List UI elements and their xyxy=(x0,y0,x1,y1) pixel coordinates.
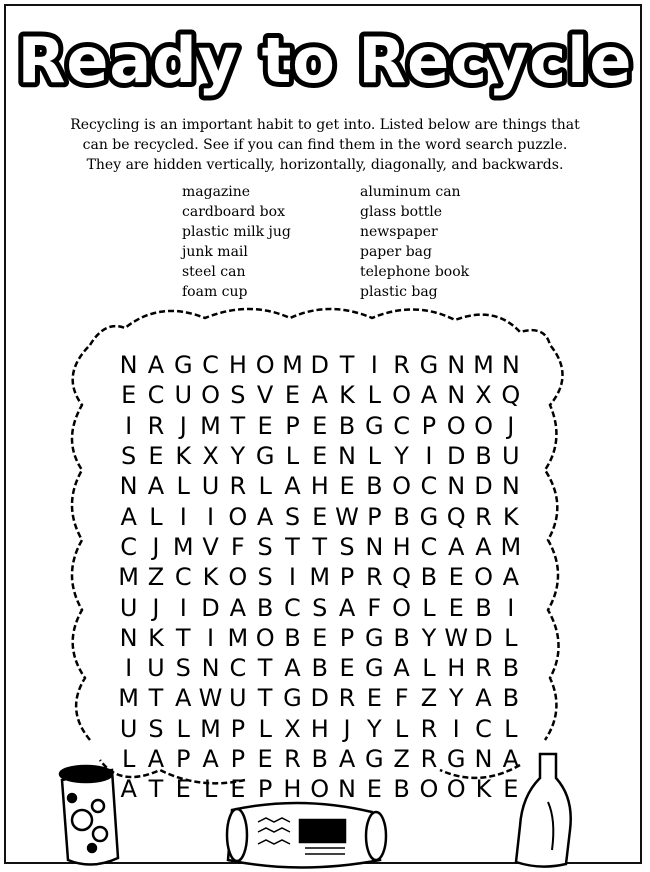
grid-letter: S xyxy=(175,654,191,683)
grid-letter: T xyxy=(339,351,355,380)
grid-letter: L xyxy=(285,442,300,471)
grid-letter: I xyxy=(507,593,515,622)
grid-row xyxy=(115,562,535,592)
grid-letter: L xyxy=(367,381,381,410)
grid-letter: R xyxy=(338,684,356,713)
grid-letter: O xyxy=(310,775,330,804)
grid-row xyxy=(115,471,535,501)
grid-letter: L xyxy=(258,714,272,743)
grid-letter: E xyxy=(339,472,355,501)
grid-letter: C xyxy=(174,563,192,592)
grid-letter: F xyxy=(230,532,245,561)
grid-letter: A xyxy=(475,684,492,713)
grid-letter: O xyxy=(474,563,493,592)
grid-letter: F xyxy=(367,593,382,622)
grid-letter: H xyxy=(283,775,302,804)
grid-letter: O xyxy=(255,623,275,652)
word-item: newspaper xyxy=(360,224,438,240)
grid-letter: Y xyxy=(421,623,437,652)
grid-letter: M xyxy=(172,532,194,561)
grid-letter: E xyxy=(366,775,382,804)
grid-letter: P xyxy=(339,563,355,592)
grid-letter: X xyxy=(202,442,219,471)
grid-letter: Y xyxy=(394,442,409,471)
grid-letter: Q xyxy=(446,502,466,531)
grid-letter: M xyxy=(200,411,221,440)
grid-letter: I xyxy=(179,593,187,622)
grid-letter: N xyxy=(119,351,138,380)
word-item: cardboard box xyxy=(182,204,285,220)
grid-letter: H xyxy=(310,714,329,743)
grid-letter: X xyxy=(475,381,492,410)
grid-letter: K xyxy=(202,563,219,592)
grid-letter: P xyxy=(176,745,191,773)
grid-letter: T xyxy=(312,532,328,561)
grid-letter: K xyxy=(502,502,519,531)
grid-letter: C xyxy=(284,593,301,622)
grid-letter: N xyxy=(501,351,520,380)
grid-letter: D xyxy=(446,442,466,471)
grid-letter: H xyxy=(392,532,411,561)
grid-letter: E xyxy=(339,654,355,683)
grid-letter: L xyxy=(149,502,163,531)
grid-letter: D xyxy=(310,351,329,380)
grid-letter: Q xyxy=(501,381,521,410)
grid-row xyxy=(115,441,535,471)
grid-letter: A xyxy=(338,745,356,773)
grid-letter: B xyxy=(311,654,328,683)
grid-letter: G xyxy=(365,654,384,683)
grid-letter: L xyxy=(121,745,136,773)
grid-letter: J xyxy=(343,714,351,743)
grid-letter: U xyxy=(147,654,165,683)
grid-letter: G xyxy=(283,684,302,713)
grid-letter: U xyxy=(119,593,138,622)
grid-letter: L xyxy=(422,593,436,622)
grid-letter: A xyxy=(120,775,137,804)
grid-letter: K xyxy=(175,442,192,471)
grid-letter: A xyxy=(448,532,465,561)
grid-letter: M xyxy=(200,714,221,743)
grid-letter: C xyxy=(202,351,219,380)
grid-letter: M xyxy=(118,563,139,592)
grid-letter: R xyxy=(393,351,410,380)
grid-letter: E xyxy=(148,442,164,471)
grid-letter: B xyxy=(366,472,383,501)
grid-letter: J xyxy=(179,411,187,440)
grid-letter: I xyxy=(207,623,215,652)
grid-row xyxy=(115,623,535,653)
grid-row xyxy=(115,683,535,713)
grid-letter: E xyxy=(121,381,137,410)
grid-letter: C xyxy=(475,714,492,743)
grid-letter: R xyxy=(475,654,492,683)
grid-letter: B xyxy=(311,745,328,773)
grid-letter: S xyxy=(339,532,355,561)
grid-letter: P xyxy=(257,775,273,804)
grid-letter: I xyxy=(207,502,215,531)
grid-letter: Z xyxy=(147,563,165,592)
grid-letter: S xyxy=(148,714,164,743)
word-search-grid xyxy=(115,350,535,804)
grid-letter: B xyxy=(393,502,410,531)
word-item: junk mail xyxy=(182,244,248,260)
grid-letter: N xyxy=(501,472,520,501)
grid-letter: D xyxy=(474,472,493,501)
grid-letter: R xyxy=(420,714,438,743)
grid-letter: I xyxy=(179,502,187,531)
grid-letter: B xyxy=(475,593,492,622)
grid-row xyxy=(115,411,535,441)
instruction-line: They are hidden vertically, horizontally, diagonally, and backwards. xyxy=(86,157,564,173)
grid-row xyxy=(115,380,535,410)
grid-letter: P xyxy=(421,411,437,440)
grid-letter: B xyxy=(420,563,438,592)
grid-letter: E xyxy=(448,593,464,622)
grid-letter: P xyxy=(339,623,355,652)
recyclables-illustration xyxy=(0,740,650,872)
grid-letter: F xyxy=(394,684,409,713)
grid-letter: B xyxy=(393,775,410,804)
grid-letter: M xyxy=(282,351,303,380)
grid-letter: P xyxy=(230,745,246,773)
grid-letter: O xyxy=(392,593,412,622)
grid-letter: R xyxy=(284,745,301,773)
grid-letter: O xyxy=(446,775,466,804)
grid-letter: E xyxy=(312,411,328,440)
grid-letter: A xyxy=(202,745,219,773)
grid-letter: I xyxy=(370,351,378,380)
grid-letter: B xyxy=(393,623,410,652)
grid-letter: J xyxy=(507,411,515,440)
grid-letter: Y xyxy=(448,684,464,713)
grid-letter: R xyxy=(147,411,165,440)
grid-letter: E xyxy=(175,775,191,804)
grid-letter: U xyxy=(201,472,220,501)
grid-letter: H xyxy=(447,654,466,683)
grid-letter: T xyxy=(285,532,300,561)
grid-letter: P xyxy=(367,502,382,531)
grid-letter: G xyxy=(365,411,384,440)
grid-letter: O xyxy=(419,775,439,804)
tin-can-icon xyxy=(60,766,118,865)
grid-letter: S xyxy=(257,563,273,592)
grid-letter: D xyxy=(201,593,220,622)
grid-letter: R xyxy=(365,563,383,592)
grid-letter: C xyxy=(229,654,247,683)
grid-letter: L xyxy=(504,714,518,743)
grid-letter: I xyxy=(288,563,296,592)
grid-letter: C xyxy=(393,411,410,440)
grid-letter: E xyxy=(366,684,382,713)
grid-letter: P xyxy=(285,411,300,440)
grid-letter: A xyxy=(502,563,520,592)
grid-letter: B xyxy=(502,654,520,683)
grid-letter: E xyxy=(230,775,246,804)
grid-letter: A xyxy=(175,684,192,713)
grid-letter: G xyxy=(446,745,466,773)
word-item: foam cup xyxy=(182,284,248,300)
grid-letter: A xyxy=(147,472,165,501)
grid-letter: W xyxy=(335,502,359,531)
grid-letter: O xyxy=(228,502,248,531)
grid-letter: L xyxy=(422,654,436,683)
grid-letter: N xyxy=(119,472,138,501)
grid-letter: N xyxy=(447,351,466,380)
grid-letter: E xyxy=(312,502,328,531)
grid-letter: G xyxy=(173,351,193,380)
grid-letter: O xyxy=(201,381,220,410)
grid-letter: K xyxy=(148,623,164,652)
grid-letter: A xyxy=(420,381,438,410)
grid-letter: S xyxy=(284,502,301,531)
grid-letter: I xyxy=(452,714,460,743)
grid-letter: D xyxy=(310,684,329,713)
grid-letter: E xyxy=(312,623,328,652)
word-item: aluminum can xyxy=(360,184,461,200)
grid-letter: U xyxy=(174,381,193,410)
grid-letter: A xyxy=(147,745,165,773)
grid-letter: L xyxy=(394,714,409,743)
grid-letter: T xyxy=(257,684,273,713)
grid-letter: T xyxy=(148,775,164,804)
word-item: plastic bag xyxy=(360,284,438,300)
grid-letter: W xyxy=(444,623,469,652)
grid-letter: A xyxy=(338,593,356,622)
word-item: telephone book xyxy=(360,264,470,280)
grid-letter: Z xyxy=(393,745,410,773)
instructions xyxy=(60,115,590,175)
grid-letter: A xyxy=(147,351,165,380)
grid-letter: G xyxy=(419,502,439,531)
grid-letter: N xyxy=(365,532,384,561)
grid-letter: A xyxy=(284,654,301,683)
grid-letter: Z xyxy=(420,684,438,713)
word-list-right xyxy=(360,182,469,302)
grid-letter: L xyxy=(176,714,190,743)
grid-letter: I xyxy=(125,411,133,440)
grid-row xyxy=(115,592,535,622)
grid-letter: U xyxy=(229,684,247,713)
grid-letter: D xyxy=(474,623,493,652)
grid-letter: T xyxy=(257,654,273,683)
grid-letter: R xyxy=(420,745,438,773)
grid-row xyxy=(115,350,535,380)
grid-letter: G xyxy=(365,745,384,773)
grid-letter: A xyxy=(475,532,492,561)
grid-letter: N xyxy=(338,442,356,471)
grid-letter: E xyxy=(312,442,328,471)
grid-letter: O xyxy=(228,563,248,592)
grid-letter: C xyxy=(147,381,165,410)
grid-letter: I xyxy=(125,654,133,683)
grid-letter: L xyxy=(258,472,272,501)
grid-letter: O xyxy=(392,472,412,501)
word-list-left xyxy=(182,182,291,302)
grid-letter: G xyxy=(419,351,439,380)
grid-letter: G xyxy=(365,623,384,652)
grid-letter: Y xyxy=(366,714,382,743)
grid-letter: V xyxy=(202,532,219,561)
grid-letter: L xyxy=(203,775,218,804)
grid-letter: C xyxy=(420,532,438,561)
grid-letter: A xyxy=(502,745,520,773)
grid-letter: A xyxy=(284,472,301,501)
grid-letter: Y xyxy=(230,442,246,471)
grid-letter: L xyxy=(367,442,381,471)
grid-letter: N xyxy=(447,472,466,501)
grid-letter: C xyxy=(120,532,138,561)
grid-letter: E xyxy=(257,411,273,440)
grid-letter: E xyxy=(503,775,519,804)
grid-letter: A xyxy=(229,593,247,622)
grid-letter: N xyxy=(201,654,220,683)
grid-letter: J xyxy=(152,593,160,622)
grid-letter: M xyxy=(227,623,249,652)
grid-letter: N xyxy=(338,775,356,804)
grid-row xyxy=(115,532,535,562)
title-banner xyxy=(0,0,650,105)
grid-letter: U xyxy=(502,442,520,471)
grid-letter: S xyxy=(312,593,328,622)
grid-letter: E xyxy=(284,381,301,410)
grid-letter: R xyxy=(229,472,247,501)
word-item: plastic milk jug xyxy=(182,224,291,240)
grid-letter: B xyxy=(475,442,492,471)
grid-row xyxy=(115,653,535,683)
grid-letter: Q xyxy=(392,563,412,592)
grid-letter: C xyxy=(420,472,438,501)
grid-letter: T xyxy=(230,411,246,440)
grid-letter: O xyxy=(255,351,275,380)
grid-letter: L xyxy=(176,472,190,501)
grid-letter: K xyxy=(339,381,355,410)
grid-letter: S xyxy=(230,381,246,410)
grid-letter: T xyxy=(175,623,191,652)
grid-letter: N xyxy=(474,745,493,773)
grid-letter: O xyxy=(392,381,412,410)
grid-letter: K xyxy=(475,775,492,804)
page-title: Ready to Recycle xyxy=(17,24,633,97)
grid-letter: E xyxy=(257,745,273,773)
grid-letter: M xyxy=(473,351,494,380)
grid-letter: L xyxy=(504,623,518,652)
grid-letter: N xyxy=(447,381,466,410)
grid-letter: B xyxy=(338,411,356,440)
grid-letter: W xyxy=(198,684,223,713)
grid-letter: O xyxy=(446,411,466,440)
newspaper-icon xyxy=(227,803,386,868)
grid-letter: H xyxy=(228,351,247,380)
word-item: steel can xyxy=(182,264,246,280)
word-item: glass bottle xyxy=(360,204,443,220)
grid-letter: N xyxy=(119,623,138,652)
grid-letter: M xyxy=(500,532,522,561)
grid-letter: G xyxy=(255,442,275,471)
grid-letter: I xyxy=(425,442,433,471)
grid-letter: B xyxy=(256,593,274,622)
grid-letter: R xyxy=(475,502,492,531)
grid-letter: T xyxy=(148,684,164,713)
grid-letter: A xyxy=(256,502,274,531)
grid-letter: U xyxy=(119,714,138,743)
grid-letter: X xyxy=(284,714,301,743)
word-item: magazine xyxy=(182,184,251,200)
grid-letter: O xyxy=(474,411,493,440)
grid-letter: A xyxy=(311,381,328,410)
grid-letter: M xyxy=(309,563,331,592)
grid-letter: B xyxy=(502,684,520,713)
grid-letter: M xyxy=(118,684,139,713)
grid-row xyxy=(115,501,535,531)
grid-letter: A xyxy=(393,654,410,683)
grid-letter: S xyxy=(257,532,273,561)
grid-letter: V xyxy=(256,381,274,410)
grid-letter: E xyxy=(448,563,464,592)
grid-letter: P xyxy=(230,714,246,743)
word-item: paper bag xyxy=(360,244,432,260)
instruction-line: Recycling is an important habit to get into. Listed below are things that xyxy=(70,117,580,133)
grid-letter: S xyxy=(121,442,137,471)
glass-bottle-icon xyxy=(516,754,571,867)
grid-letter: B xyxy=(284,623,301,652)
grid-letter: H xyxy=(310,472,329,501)
instruction-line: can be recycled. See if you can find them in the word search puzzle. xyxy=(82,137,568,153)
grid-letter: A xyxy=(120,502,137,531)
grid-letter: J xyxy=(152,532,160,561)
